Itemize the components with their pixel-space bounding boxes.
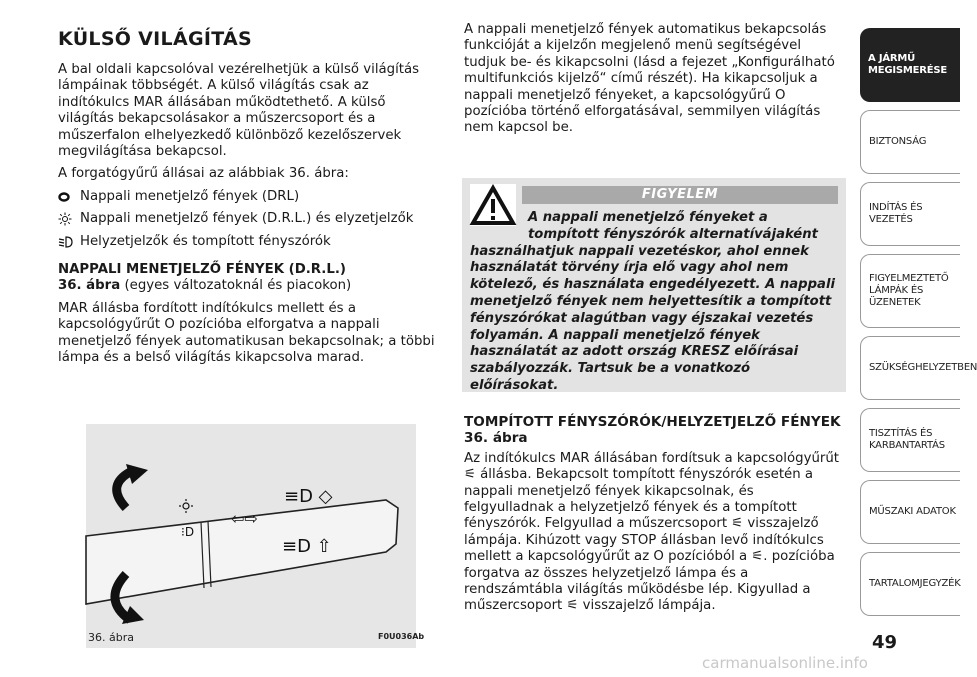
ring-positions-paragraph: A forgatógyűrű állásai az alábbiak 36. ábra: bbox=[58, 166, 349, 182]
svg-text:⇦⇨: ⇦⇨ bbox=[231, 509, 258, 528]
nav-item-starting[interactable]: INDÍTÁS ÉS VEZETÉS bbox=[860, 182, 960, 246]
nav-item-warnings[interactable]: FIGYELMEZTETŐ LÁMPÁK ÉS ÜZENETEK bbox=[860, 254, 960, 328]
nav-item-vehicle[interactable]: A JÁRMŰ MEGISMERÉSE bbox=[860, 28, 960, 102]
drl-heading: NAPPALI MENETJELZŐ FÉNYEK (D.R.L.) bbox=[58, 262, 346, 278]
middle-column bbox=[464, 22, 846, 143]
warning-box bbox=[462, 178, 846, 392]
drl-toggle-paragraph: A nappali menetjelző fények automatikus bekapcsolás funkcióját a kijelzőn megjelenő menü segítségével tudjuk be- és kikapcsolni (lásd a fejezet „Konfigurálható multifunkciós kijelző“ című részét). Ha kikapcsoljuk a nappali menetjelző fényeket, a kapcsológyűrű O pozícióba történő elforgatásával, semmilyen világítás nem kapcsol be. bbox=[464, 22, 835, 136]
warning-text: A nappali menetjelző fényeket a tompított fényszórók alternatívájaként használhatjuk nappali vezetéskor, ahol ennek használatát törvény írja elő vagy ahol nem kötelező, és használata engedélyezett. A nappali menetjelző fények nem helyettesítik a tompított fényszórókat alagútban vagy éjszakai vezetés folyamán. A nappali menetjelző fények használatát az adott ország KRESZ előírásai szabályozzák. Tartsuk be a vonatkozó előírásokat. bbox=[470, 210, 835, 393]
chapter-nav bbox=[860, 0, 977, 677]
left-column bbox=[58, 22, 438, 373]
light-switch-figure bbox=[86, 424, 416, 648]
nav-item-technical[interactable]: MŰSZAKI ADATOK bbox=[860, 480, 960, 544]
intro-paragraph: A bal oldali kapcsolóval vezérelhetjük a külső világítás lámpáinak többségét. A külső világítás csak az indítókulcs MAR állásában működtethető. A külső világítás bekapcsolásakor a műszercsoport és a műszerfalon elhelyezkedő különböző kezelőszervek megvilágítása bekapcsol. bbox=[58, 62, 420, 160]
position-dipped-beam: Helyzetjelzők és tompított fényszórók bbox=[58, 234, 438, 250]
dipped-beam-heading: TOMPÍTOTT FÉNYSZÓRÓK/HELYZETJELZŐ FÉNYEK 36. ábra bbox=[464, 414, 841, 447]
nav-item-emergency[interactable]: SZÜKSÉGHELYZETBEN bbox=[860, 336, 960, 400]
svg-text:≡D ◇: ≡D ◇ bbox=[284, 486, 333, 507]
nav-item-safety[interactable]: BIZTONSÁG bbox=[860, 110, 960, 174]
position-drl: Nappali menetjelző fények (DRL) bbox=[58, 189, 438, 205]
o-position-icon bbox=[58, 192, 80, 202]
drl-subheading: 36. ábra (egyes változatoknál és piacokon) bbox=[58, 278, 352, 294]
dipped-beam-paragraph: Az indítókulcs MAR állásában fordítsuk a kapcsológyűrűt ⚟ állásba. Bekapcsolt tompított fényszórók esetén a nappali menetjelző fények kikapcsolnak, és felgyulladnak a helyzetjelző fények és a tompított fényszórók. Felgyullad a műszercsoport ⚟ visszajelző lámpája. Kihúzott vagy STOP állásban levő indítókulcs mellett a kapcsológyűrűt az O pozícióból a ⚟. pozícióba forgatva az összes helyzetjelző lámpa és a rendszámtábla világítás működésbe lép. Kigyullad a műszercsoport ⚟ visszajelző lámpája. bbox=[464, 450, 839, 614]
watermark: carmanualsonline.info bbox=[702, 654, 868, 672]
drl-paragraph: MAR állásba fordított indítókulcs mellett és a kapcsológyűrűt O pozícióba elforgatva a nappali menetjelző fények automatikusan bekapcsolnak; a többi lámpa és a belső világítás kikapcsolva marad. bbox=[58, 300, 435, 366]
nav-item-index[interactable]: TARTALOMJEGYZÉK bbox=[860, 552, 960, 616]
dipped-beam-section bbox=[464, 414, 846, 621]
page-number: 49 bbox=[872, 632, 898, 653]
svg-text:⁝D: ⁝D bbox=[181, 525, 195, 539]
figure-caption: 36. ábra bbox=[88, 631, 134, 644]
nav-item-maintenance[interactable]: TISZTÍTÁS ÉS KARBANTARTÁS bbox=[860, 408, 960, 472]
section-title: KÜLSŐ VILÁGÍTÁS bbox=[58, 28, 252, 50]
warning-heading: FIGYELEM bbox=[522, 186, 838, 204]
stalk-illustration bbox=[86, 424, 416, 648]
position-drl-sidelights: Nappali menetjelző fények (D.R.L.) és elyzetjelzők bbox=[58, 211, 438, 227]
dipped-beam-icon bbox=[58, 236, 80, 248]
figure-code: F0U036Ab bbox=[378, 632, 425, 641]
svg-text:≡D ⇧: ≡D ⇧ bbox=[282, 536, 332, 557]
sidelight-icon bbox=[58, 212, 80, 226]
